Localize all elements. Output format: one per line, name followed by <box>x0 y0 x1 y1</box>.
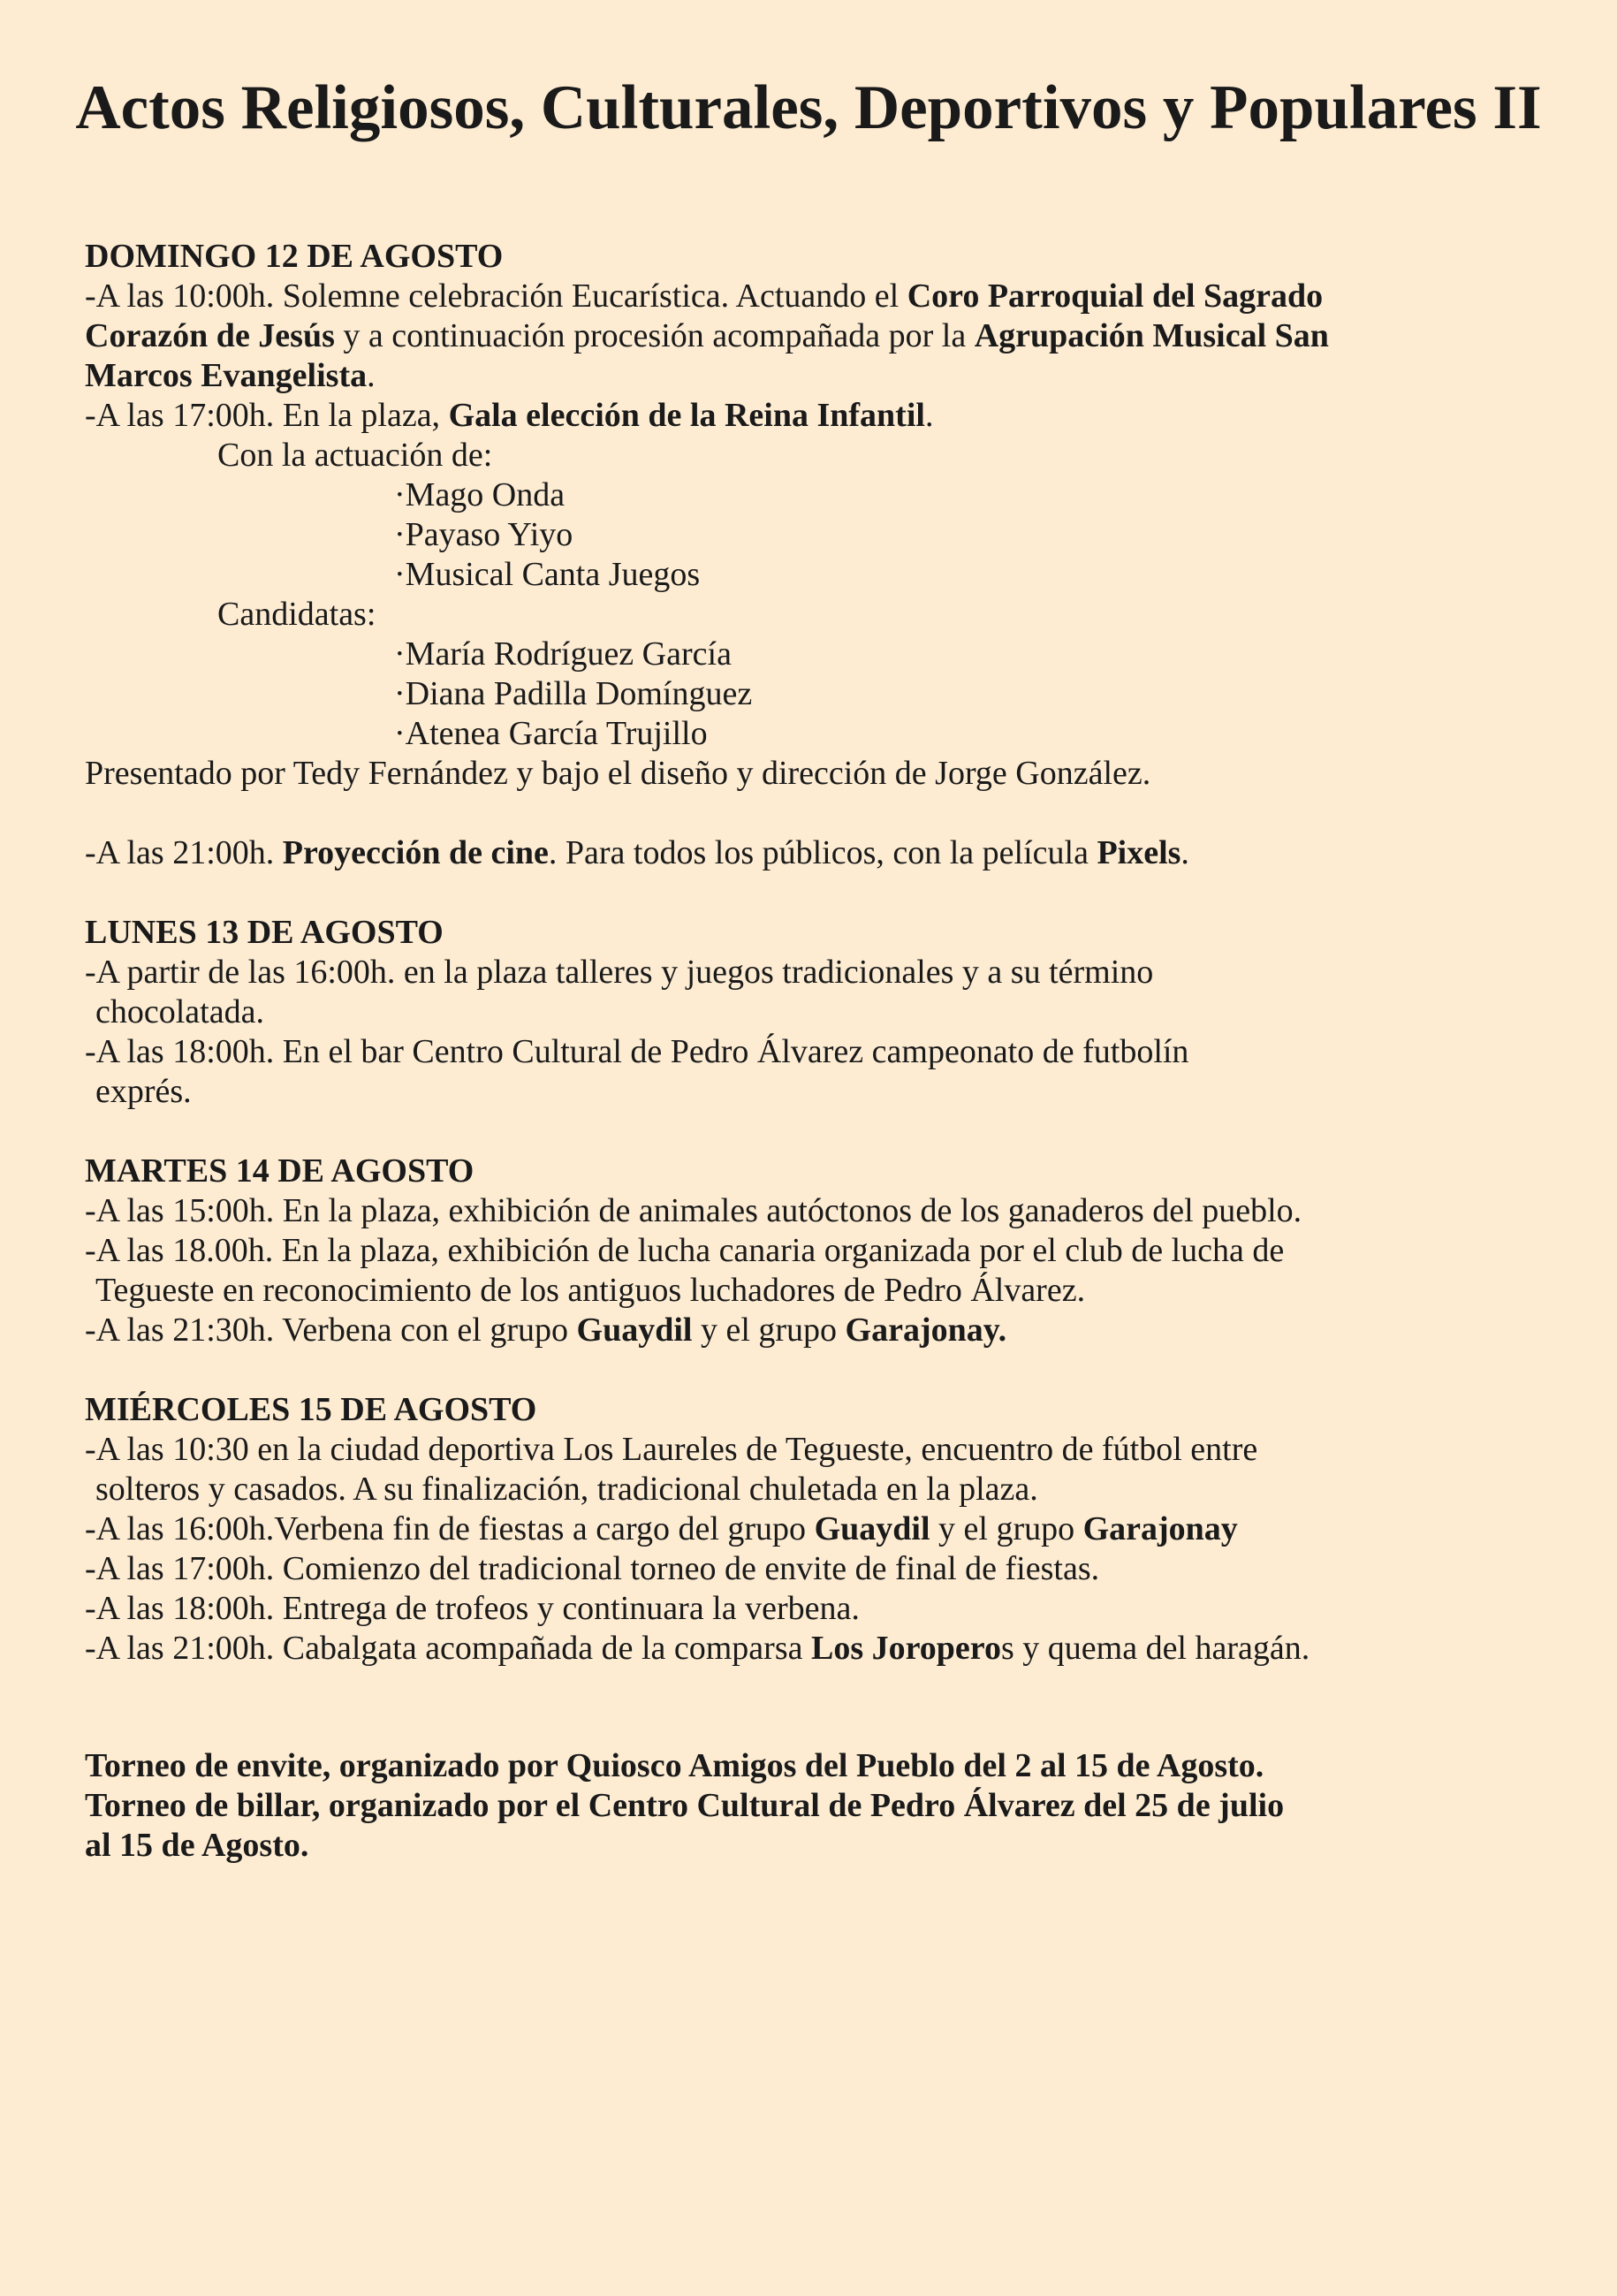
program-line <box>85 595 1587 635</box>
text: ·María Rodríguez García <box>394 635 732 673</box>
program-line <box>85 277 1587 316</box>
program-line <box>85 237 1587 277</box>
text: ·Diana Padilla Domínguez <box>394 675 753 712</box>
program-line <box>85 1430 1587 1470</box>
text: . <box>924 397 934 434</box>
program-line <box>85 674 1587 714</box>
program-line <box>85 1746 1587 1786</box>
text: . <box>1180 834 1189 871</box>
program-line <box>85 555 1587 595</box>
bold-text: Los Joropero <box>810 1630 1001 1667</box>
bold-text: Gala elección de la Reina Infantil <box>448 397 925 434</box>
text: . <box>367 357 376 394</box>
bold-text: Guaydil <box>814 1510 930 1547</box>
text: -A las 18.00h. En la plaza, exhibición de lucha canaria organizada por el club de lucha de <box>85 1232 1285 1269</box>
text: -A las 10:30 en la ciudad deportiva Los Laureles de Tegueste, encuentro de fútbol entre <box>85 1431 1258 1468</box>
program-line <box>85 1311 1587 1350</box>
program-line <box>85 1032 1587 1072</box>
text: solteros y casados. A su finalización, tradicional chuletada en la plaza. <box>95 1471 1038 1508</box>
text: y el grupo <box>930 1510 1083 1547</box>
program-line <box>85 1390 1587 1430</box>
text: -A las 21:00h. Cabalgata acompañada de la comparsa <box>85 1630 811 1667</box>
bold-text: Guaydil <box>576 1311 693 1349</box>
bold-text: Pixels <box>1097 834 1181 871</box>
program-line <box>85 396 1587 436</box>
bold-text: Torneo de envite, organizado por Quiosco Amigos del Pueblo del 2 al 15 de Agosto. <box>85 1747 1264 1784</box>
text: chocolatada. <box>95 993 264 1030</box>
program-line <box>85 833 1587 873</box>
text: -A las 18:00h. En el bar Centro Cultural de Pedro Álvarez campeonato de futbolín <box>85 1033 1189 1070</box>
text: ·Atenea García Trujillo <box>394 715 708 752</box>
program-line <box>85 992 1587 1032</box>
program-line <box>85 1231 1587 1271</box>
text: -A las 15:00h. En la plaza, exhibición de animales autóctonos de los ganaderos del pueblo. <box>85 1192 1302 1229</box>
program-line <box>85 436 1587 475</box>
program-line <box>85 1629 1587 1669</box>
spacer <box>85 873 1587 913</box>
program-line <box>85 1152 1587 1191</box>
text: y a continuación procesión acompañada por la <box>334 317 975 354</box>
text: ·Payaso Yiyo <box>394 516 573 553</box>
text: -A las 21:00h. <box>85 834 283 871</box>
bold-text: al 15 de Agosto. <box>85 1827 309 1864</box>
text: Candidatas: <box>217 596 376 633</box>
text: exprés. <box>95 1073 192 1110</box>
text: Presentado por Tedy Fernández y bajo el diseño y dirección de Jorge González. <box>85 755 1151 792</box>
bold-text: Garajonay <box>1082 1510 1238 1547</box>
text: Con la actuación de: <box>217 437 493 474</box>
program-line <box>85 475 1587 515</box>
program-line <box>85 913 1587 953</box>
text: -A las 10:00h. Solemne celebración Eucarística. Actuando el <box>85 277 907 315</box>
program-line <box>85 714 1587 754</box>
spacer <box>85 1350 1587 1390</box>
program-line <box>85 1589 1587 1629</box>
program-line <box>85 1470 1587 1509</box>
program-line <box>85 356 1587 396</box>
bold-text: Marcos Evangelista <box>85 357 368 394</box>
bold-text: Agrupación Musical San <box>974 317 1329 354</box>
spacer <box>85 794 1587 833</box>
program-line <box>85 754 1587 794</box>
program-line <box>85 316 1587 356</box>
program-line <box>85 1271 1587 1311</box>
program-line <box>85 1509 1587 1549</box>
text: ·Mago Onda <box>394 476 566 513</box>
bold-text: LUNES 13 DE AGOSTO <box>85 914 444 951</box>
bold-text: Corazón de Jesús <box>85 317 335 354</box>
program-line <box>85 1826 1587 1866</box>
spacer <box>85 1669 1587 1746</box>
text: ·Musical Canta Juegos <box>394 556 701 593</box>
bold-text: Torneo de billar, organizado por el Centro Cultural de Pedro Álvarez del 25 de julio <box>85 1787 1285 1824</box>
program-line <box>85 635 1587 674</box>
text: Tegueste en reconocimiento de los antiguos luchadores de Pedro Álvarez. <box>95 1272 1086 1309</box>
bold-text: DOMINGO 12 DE AGOSTO <box>85 238 504 275</box>
text: s y quema del haragán. <box>1000 1630 1310 1667</box>
program-line <box>85 1549 1587 1589</box>
text: y el grupo <box>692 1311 846 1349</box>
program-line <box>85 953 1587 992</box>
bold-text: MARTES 14 DE AGOSTO <box>85 1152 474 1190</box>
text: . Para todos los públicos, con la película <box>548 834 1097 871</box>
text: -A partir de las 16:00h. en la plaza talleres y juegos tradicionales y a su término <box>85 954 1154 991</box>
text: -A las 21:30h. Verbena con el grupo <box>85 1311 577 1349</box>
program-line <box>85 1191 1587 1231</box>
text: -A las 17:00h. En la plaza, <box>85 397 449 434</box>
bold-text: MIÉRCOLES 15 DE AGOSTO <box>85 1391 537 1428</box>
program-line <box>85 1072 1587 1112</box>
spacer <box>85 1112 1587 1152</box>
text: -A las 18:00h. Entrega de trofeos y continuara la verbena. <box>85 1590 860 1627</box>
bold-text: Proyección de cine <box>282 834 549 871</box>
program-line <box>85 1786 1587 1826</box>
text: -A las 16:00h.Verbena fin de fiestas a cargo del grupo <box>85 1510 815 1547</box>
program-line <box>85 515 1587 555</box>
bold-text: Garajonay. <box>845 1311 1007 1349</box>
bold-text: Coro Parroquial del Sagrado <box>907 277 1324 315</box>
program-content <box>85 237 1587 1866</box>
text: -A las 17:00h. Comienzo del tradicional torneo de envite de final de fiestas. <box>85 1550 1100 1587</box>
page-title: Actos Religiosos, Culturales, Deportivos y Populares II <box>75 73 1542 142</box>
